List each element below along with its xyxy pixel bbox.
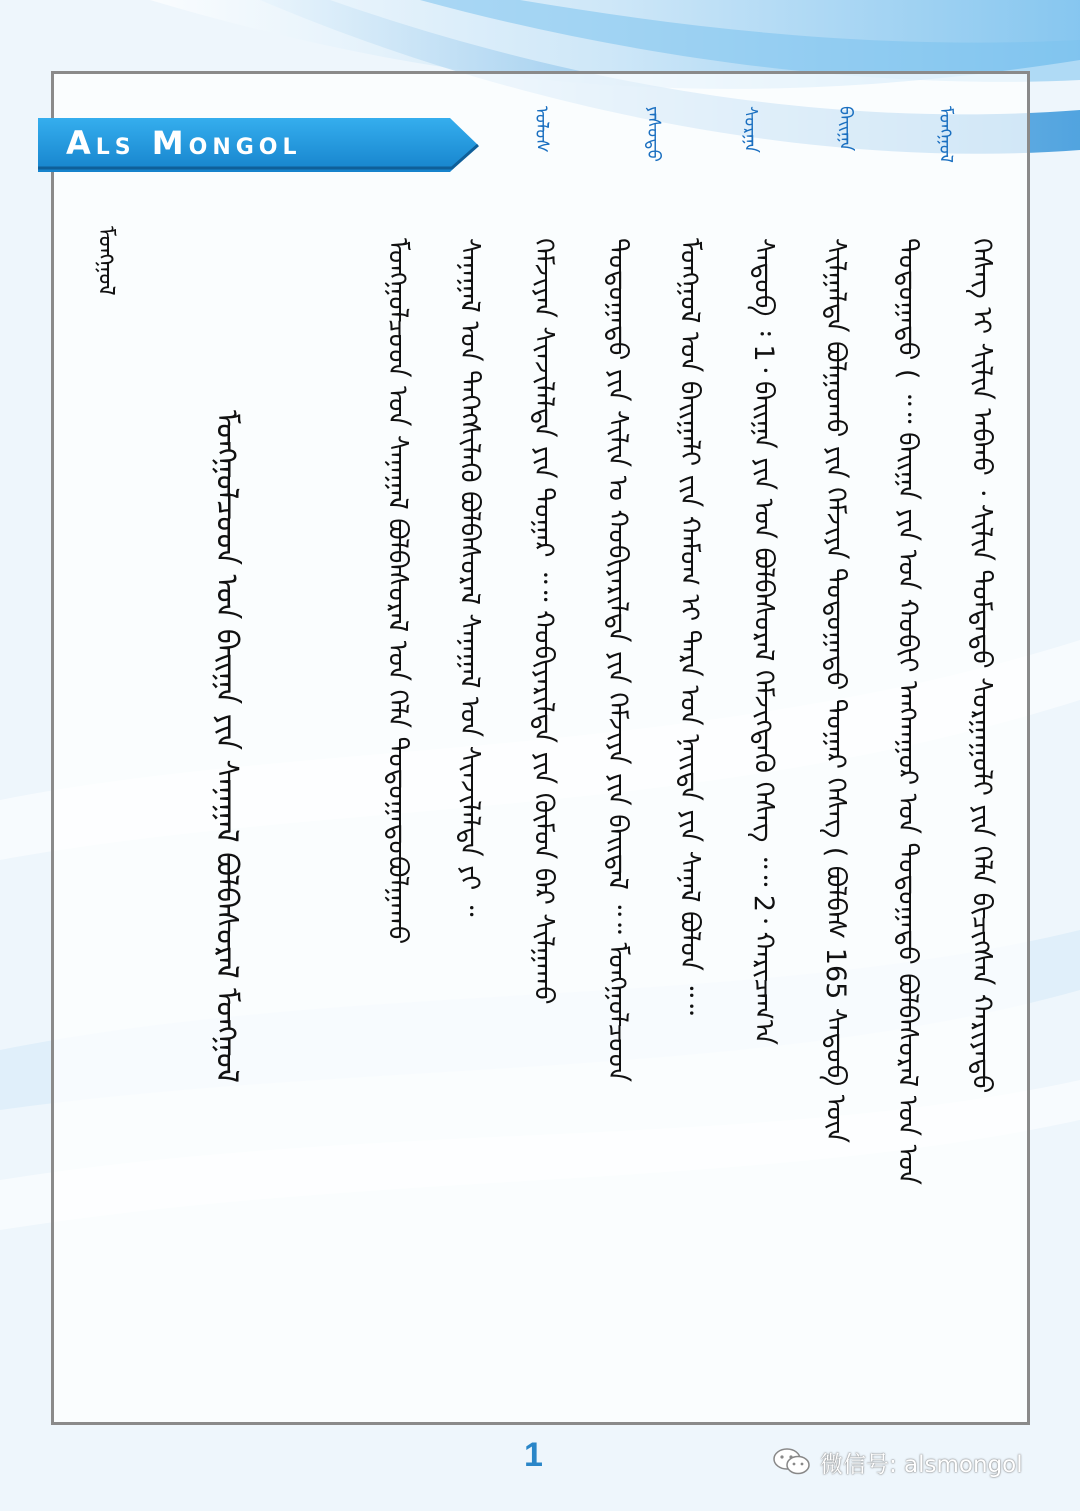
article-column-3: ᠰᠢᠯᠭᠠᠯᠲᠠ ᠪᠣᠯᠭᠣᠬᠤ ᠶᠢᠨ ᠬᠡᠮᠵᠢᠶᠡ ᠳᠣᠲᠣᠭᠠᠳᠤ ᠳᠤᠭᠠᠷ ᠬᠡᠰᠡᠭ ( ᠪᠣᠯᠪᠠᠰ 165 ᠰᠡᠳᠦᠪ ᠦᠨ bbox=[820, 238, 851, 1143]
wechat-icon bbox=[772, 1447, 812, 1477]
article-column-4: ᠰᠡᠳᠦᠪ ᠄ 1᠂ ᠪᠠᠢᠭᠠ ᠶᠢᠨ ᠤᠨ ᠪᠣᠯᠪᠠᠰᠤᠷᠠᠯ ᠬᠡᠮᠵᠢᠭᠳᠡᠬᠦ ᠬᠡᠰᠡᠭ ᠃᠃ 2᠂ ᠬᠠᠷᠢᠴᠠᠭ᠎ᠠ bbox=[748, 238, 779, 1046]
wechat-watermark bbox=[772, 1444, 1023, 1480]
article-title: ᠮᠣᠩᠭᠣᠯᠴᠤᠳ ᠤᠨ ᠪᠠᠢᠭᠠ ᠶᠢᠨ ᠰᠠᠨᠠᠭᠠᠯ ᠪᠣᠯᠪᠠᠰᠤᠷᠠᠯ ᠮᠣᠩᠭᠣᠯ bbox=[209, 410, 244, 1084]
wechat-label: 微信号: alsmongol bbox=[820, 1451, 1023, 1478]
page-number: 1 bbox=[524, 1436, 543, 1474]
article-column-7: ᠬᠡᠮᠵᠢᠶᠡᠨ ᠰᠢᠨᠵᠢᠯᠡᠯᠲᠡ ᠶᠢᠨ ᠳᠤᠭᠠᠷ ᠃᠃ ᠬᠤᠪᠢᠶᠠᠷᠢᠯᠲᠠ ᠶᠢᠨ ᠬᠦᠮᠦᠨ ᠪᠠᠷ ᠰᠢᠯᠭᠠᠬᠤ bbox=[528, 238, 559, 1005]
nav-item-2[interactable]: ᠶᠠᠰᠤᠲᠤ bbox=[643, 106, 664, 162]
article-column-1: ᠬᠡᠰᠡᠭ ᠢ ᠰᠢᠯᠢᠨ ᠠᠪᠬᠤ ᠂ ᠰᠢᠯᠢᠨ ᠳᠤᠮᠳᠠᠳᠤ ᠰᠤᠷᠭᠠᠭᠤᠯᠢ ᠶᠢᠨ ᠬᠡᠯᠡ ᠪᠢᠴᠢᠭᠰᠡᠨ ᠬᠠᠷᠢᠶᠠᠲᠤ bbox=[966, 238, 997, 1094]
article-column-5: ᠮᠣᠩᠭᠣᠯ ᠤᠨ ᠪᠠᠢᠭᠠᠯᠢ ᠵᠢᠨ ᠬᠠᠮᠤᠭ ᠢ ᠲᠡᠷᠡ ᠤᠨ ᠨᠡᠢᠲᠡ ᠶᠢᠨ ᠰᠠᠨᠠᠯ ᠪᠣᠯᠤᠨ ᠃᠃ bbox=[674, 238, 705, 1016]
nav-item-4[interactable]: ᠪᠠᠢᠭᠠ bbox=[835, 106, 856, 152]
nav-item-3[interactable]: ᠰᠤᠷᠭᠠ bbox=[740, 106, 761, 153]
nav-item-5[interactable]: ᠮᠣᠩᠭᠣᠯ bbox=[935, 106, 956, 163]
nav-item-1[interactable]: ᠤᠯᠤᠰ bbox=[531, 106, 552, 153]
author-label: ᠮᠣᠩᠭᠣᠯ bbox=[93, 226, 118, 296]
article-column-8: ᠰᠠᠨᠠᠭᠠᠯ ᠤᠨ ᠳᠡᠭᠡᠭᠰᠢᠯᠡᠬᠦ ᠪᠣᠯᠪᠠᠰᠤᠷᠠᠯ ᠰᠠᠨᠠᠭᠠᠯ ᠤᠨ ᠰᠢᠨᠵᠢᠯᠡᠯᠲᠡ ᠶᠢ ᠃ bbox=[454, 238, 485, 917]
brand-name: Als Mongol bbox=[66, 124, 302, 162]
article-column-2: ᠳᠣᠲᠣᠭᠠᠳᠤ ( ᠃᠃ ᠪᠠᠢᠭᠠ ᠶᠢᠨ ᠤᠨ ᠬᠤᠪᠢᠶ ᠠᠩᠬᠠᠭᠤᠷ ᠤᠨ ᠳᠣᠲᠣᠭᠠᠳᠤ ᠪᠣᠯᠪᠠᠰᠤᠷᠠᠯ ᠤᠨ ᠤᠨ bbox=[892, 238, 923, 1185]
article-column-9: ᠮᠣᠩᠭᠣᠯᠴᠤᠳ ᠤᠨ ᠰᠠᠨᠠᠭᠠᠯ ᠪᠣᠯᠪᠠᠰᠤᠷᠠᠯ ᠤᠨ ᠬᠡᠯᠡ ᠳᠣᠲᠣᠭᠠᠳᠤᠪᠣᠯᠭᠠᠬᠤ bbox=[382, 238, 413, 945]
article-column-6: ᠳᠣᠲᠣᠭᠠᠳᠤ ᠶᠢᠨ ᠰᠢᠯᠢᠨ ᠤ ᠬᠤᠪᠢᠶᠠᠷᠢᠯᠲᠠ ᠶᠢᠨ ᠬᠡᠮᠵᠢᠶᠡ ᠶᠢᠨ ᠪᠠᠢᠳᠠᠯ ᠃᠃ ᠮᠣᠩᠭᠣᠯᠴᠤᠳ bbox=[602, 238, 633, 1083]
